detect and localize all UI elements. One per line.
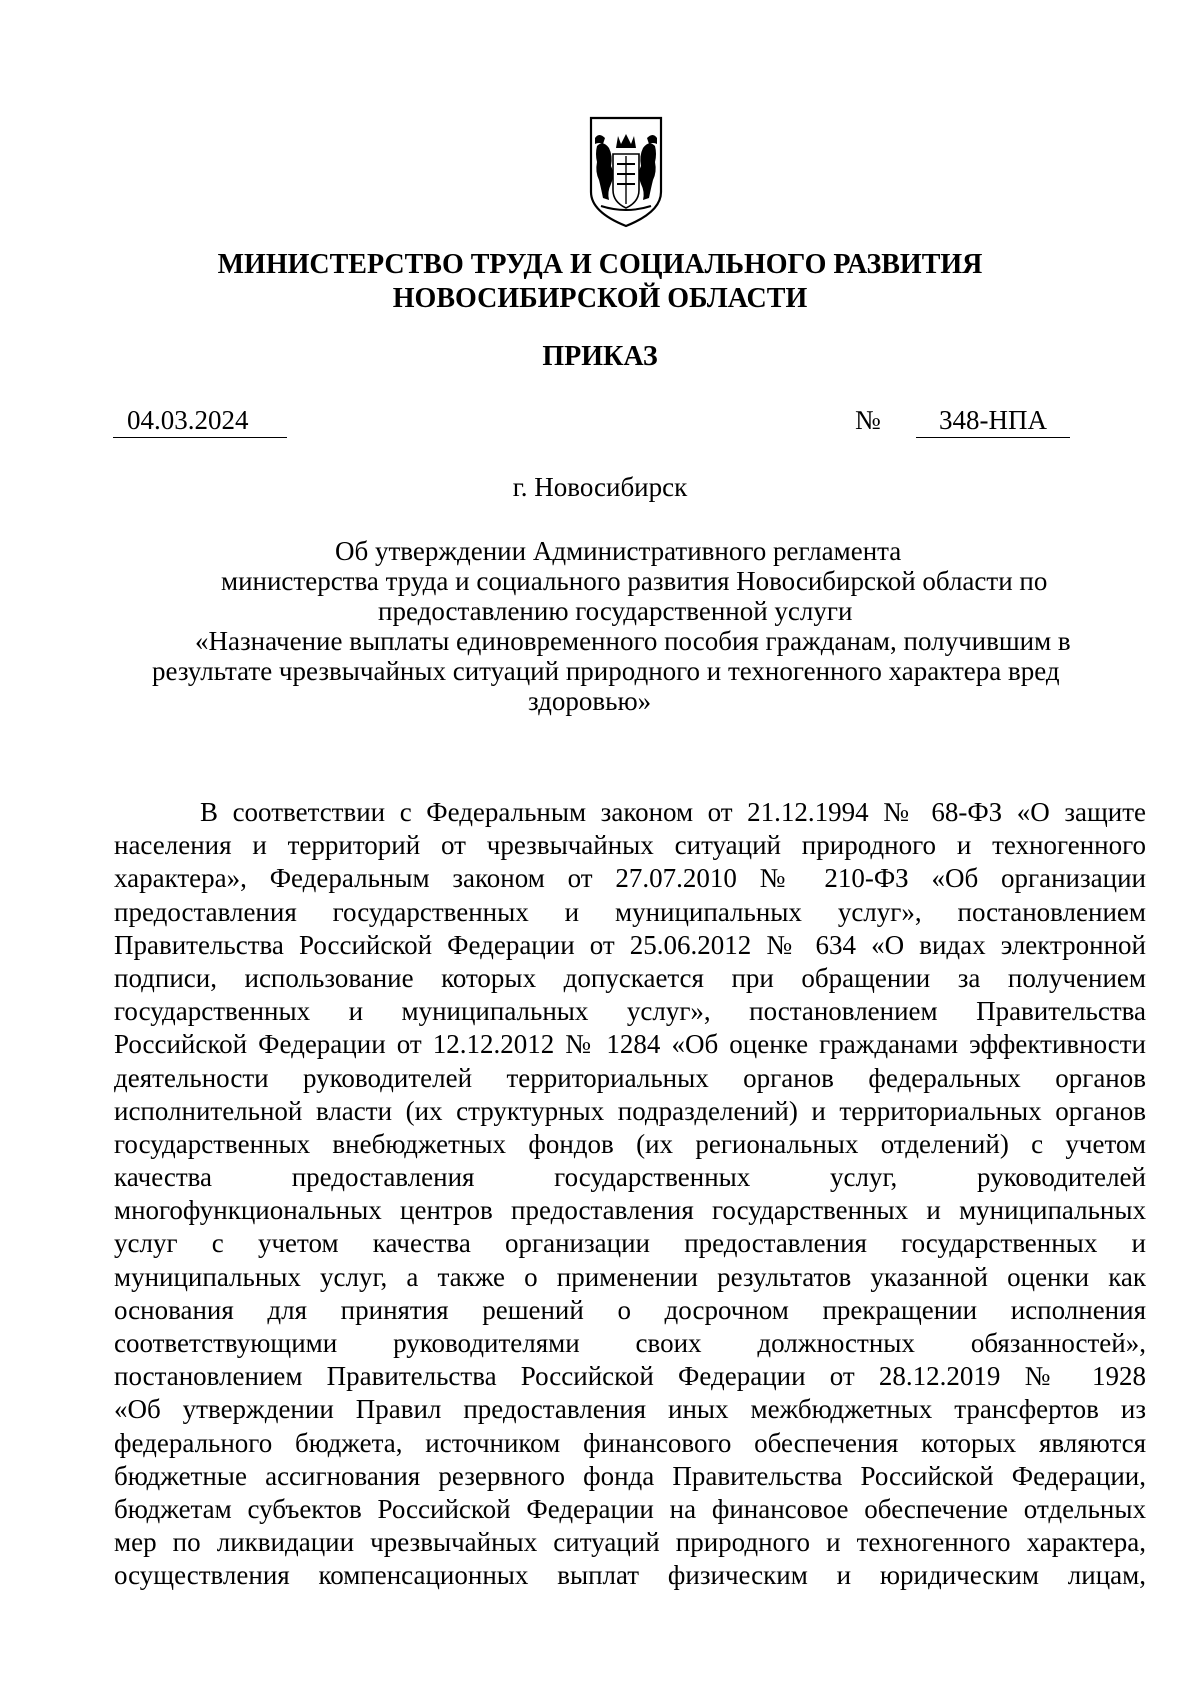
subject-line: здоровью» (528, 686, 652, 716)
document-body (114, 796, 1146, 1593)
body-line: соответствующими руководителями своих должностных обязанностей», (114, 1328, 1146, 1358)
body-line: государственных внебюджетных фондов (их региональных отделений) с учетом (114, 1128, 1146, 1159)
body-line: подписи, использование которых допускается при обращении за получением (114, 962, 1146, 993)
ministry-title (150, 248, 1050, 316)
body-line: муниципальных услуг, а также о применении результатов указанной оценки как (114, 1261, 1146, 1292)
body-line: качества предоставления государственных услуг, руководителей (114, 1162, 1146, 1193)
ministry-title-line: МИНИСТЕРСТВО ТРУДА И СОЦИАЛЬНОГО РАЗВИТИЯ (217, 249, 983, 280)
subject-line: предоставлению государственной услуги (378, 596, 853, 626)
subject-line: Об утверждении Административного регламента (335, 536, 902, 566)
subject-line: министерства труда и социального развития Новосибирской области по (221, 566, 1048, 596)
body-line: постановлением Правительства Российской Федерации от 28.12.2019 № 1928 (114, 1361, 1146, 1392)
subject-line: «Назначение выплаты единовременного пособия гражданам, получившим в (195, 626, 1071, 656)
document-type: ПРИКАЗ (542, 341, 658, 372)
coat-of-arms-icon (589, 116, 663, 228)
document-number: 348-НПА (916, 403, 1070, 438)
ministry-title-line: НОВОСИБИРСКОЙ ОБЛАСТИ (392, 283, 808, 314)
body-line: осуществления компенсационных выплат физическим и юридическим лицам, (114, 1560, 1146, 1591)
body-line: В соответствии с Федеральным законом от 21.12.1994 № 68-ФЗ «О защите (200, 797, 1146, 827)
body-line: Правительства Российской Федерации от 25.06.2012 № 634 «О видах электронной (114, 929, 1146, 960)
body-line: Российской Федерации от 12.12.2012 № 1284 «Об оценке гражданами эффективности (114, 1029, 1146, 1060)
subject-line: результате чрезвычайных ситуаций природного и техногенного характера вред (152, 656, 1060, 686)
document-date: 04.03.2024 (113, 403, 287, 438)
body-line: населения и территорий от чрезвычайных ситуаций природного и техногенного (114, 830, 1146, 861)
body-line: бюджетам субъектов Российской Федерации на финансовое обеспечение отдельных (114, 1493, 1146, 1524)
body-line: федерального бюджета, источником финансового обеспечения которых являются (114, 1427, 1146, 1458)
body-line: исполнительной власти (их структурных подразделений) и территориальных органов (114, 1095, 1146, 1126)
number-sign: № (855, 405, 881, 435)
body-line: многофункциональных центров предоставления государственных и муниципальных (114, 1195, 1146, 1226)
document-subject (115, 536, 1115, 716)
body-line: деятельности руководителей территориальных органов федеральных органов (114, 1062, 1146, 1093)
body-line: бюджетные ассигнования резервного фонда Правительства Российской Федерации, (114, 1460, 1146, 1491)
body-line: «Об утверждении Правил предоставления иных межбюджетных трансфертов из (114, 1394, 1146, 1425)
body-line: услуг с учетом качества организации предоставления государственных и (114, 1228, 1146, 1259)
document-city: г. Новосибирск (512, 472, 688, 502)
body-line: мер по ликвидации чрезвычайных ситуаций природного и техногенного характера, (114, 1527, 1146, 1558)
body-line: характера», Федеральным законом от 27.07.2010 № 210-ФЗ «Об организации (114, 863, 1146, 894)
body-line: основания для принятия решений о досрочном прекращении исполнения (114, 1294, 1146, 1325)
body-line: государственных и муниципальных услуг», постановлением Правительства (114, 996, 1146, 1027)
body-line: предоставления государственных и муниципальных услуг», постановлением (114, 896, 1146, 927)
